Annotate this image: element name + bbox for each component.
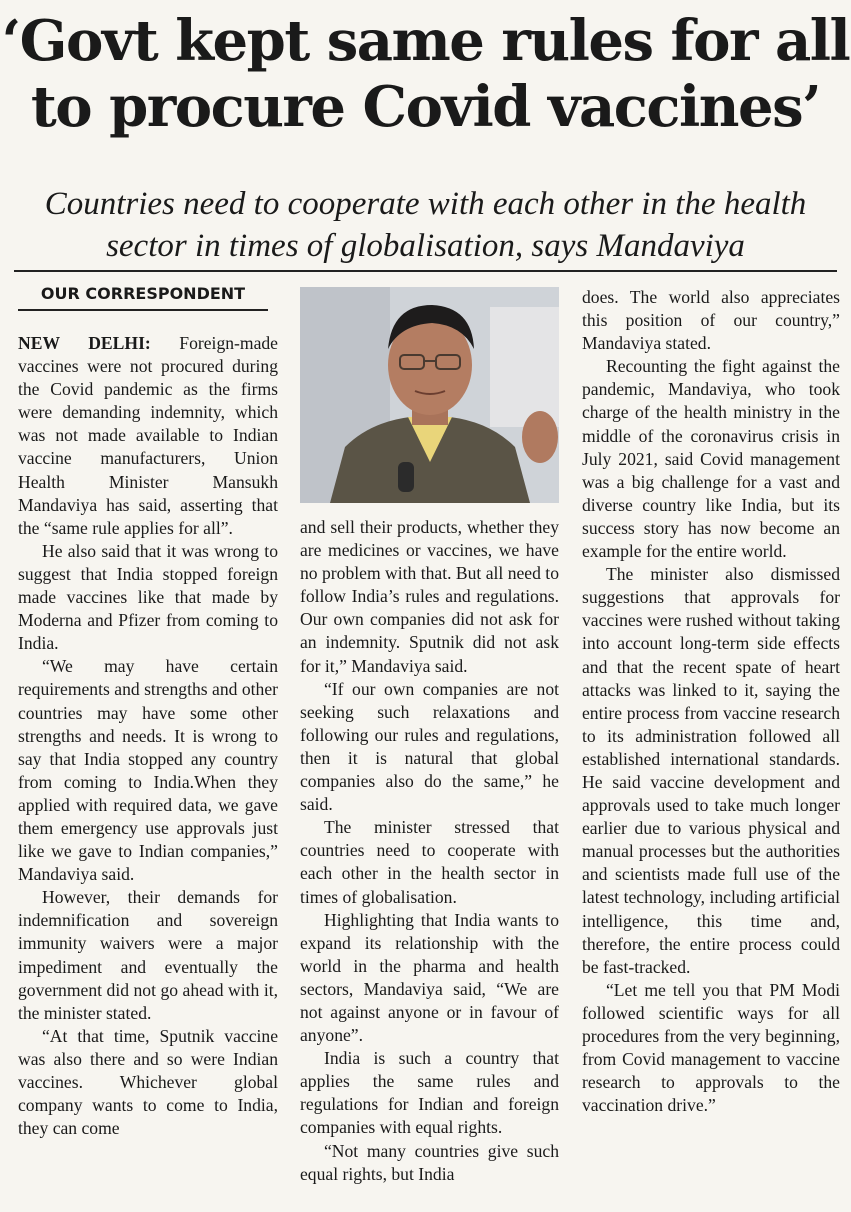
paragraph-text: Foreign-made vaccines were not procured during the Covid pandemic as the firms were demanding indemnity, which was not made available to Indian vaccine manufacturers, Union Health Minister Mansukh Mandaviya has said, asserting that the “same rule applies for all”. — [18, 333, 278, 538]
headline-line-1: ‘Govt kept same rules for all — [1, 8, 850, 74]
article-column-1 — [18, 332, 278, 1140]
headline-line-2: to procure Covid vaccines’ — [30, 74, 821, 140]
paragraph: and sell their products, whether they are medicines or vaccines, we have no problem with that. But all need to follow India’s rules and regulations. Our own companies did not ask for an indemnity. Sputnik did not ask for it,” Mandaviya said. — [300, 517, 559, 676]
paragraph: The minister stressed that countries need to cooperate with each other in the health sector in times of globalisation. — [300, 817, 559, 907]
paragraph: “Not many countries give such equal rights, but India — [300, 1140, 559, 1184]
paragraph: The minister also dismissed suggestions that approvals for vaccines were rushed without taking into account long-term side effects and that the recent spate of heart attacks was linked to it, saying the entire process from vaccine research to its administration followed all established international standards. He said vaccine development and approvals used to take much longer earlier due to various physical and manual processes but the authorities and scientists made full use of the latest technology, including artificial intelligence, this time and, therefore, the entire process could be fast-tracked. — [582, 564, 840, 977]
article-column-2 — [300, 516, 559, 1186]
dateline: NEW DELHI: — [18, 333, 151, 353]
paragraph: He also said that it was wrong to suggest that India stopped foreign made vaccines like that made by Moderna and Pfizer from coming to India. — [18, 540, 278, 654]
headline — [0, 8, 851, 140]
byline: OUR CORRESPONDENT — [18, 283, 268, 311]
header-rule — [14, 270, 837, 272]
paragraph — [18, 332, 278, 540]
paragraph: “We may have certain requirements and strengths and other countries may have some other strengths and needs. It is wrong to say that India stopped any country from coming to India.When they applied with required data, we gave them emergency use approvals just like we gave to Indian companies,” Mandaviya said. — [18, 656, 278, 885]
subheadline-line-2: sector in times of globalisation, says Mandaviya — [106, 228, 745, 264]
minister-photo — [300, 287, 559, 503]
paragraph: Highlighting that India wants to expand its relationship with the world in the pharma and health sectors, Mandaviya said, “We are not against anyone or in favour of anyone”. — [300, 909, 559, 1046]
article-column-3 — [582, 286, 840, 1117]
portrait-illustration — [300, 287, 559, 503]
paragraph: India is such a country that applies the same rules and regulations for Indian and foreign companies with equal rights. — [300, 1048, 559, 1138]
subheadline — [0, 183, 851, 267]
paragraph: “At that time, Sputnik vaccine was also there and so were Indian vaccines. Whichever global company wants to come to India, they can come — [18, 1025, 278, 1139]
paragraph: “If our own companies are not seeking such relaxations and following our rules and regulations, then it is natural that global companies also do the same,” he said. — [300, 678, 559, 815]
subheadline-line-1: Countries need to cooperate with each other in the health — [44, 186, 807, 222]
paragraph: However, their demands for indemnification and sovereign immunity waivers were a major impediment and eventually the government did not go ahead with it, the minister stated. — [18, 887, 278, 1023]
paragraph: Recounting the fight against the pandemic, Mandaviya, who took charge of the health ministry in the middle of the coronavirus crisis in July 2021, said Covid management was a big challenge for a vast and diverse country like India, but its success story has now become an example for the entire world. — [582, 356, 840, 562]
paragraph: “Let me tell you that PM Modi followed scientific ways for all procedures from the very beginning, from Covid management to vaccine research to approvals to the vaccination drive.” — [582, 979, 840, 1116]
paragraph: does. The world also appreciates this position of our country,” Mandaviya stated. — [582, 287, 840, 354]
